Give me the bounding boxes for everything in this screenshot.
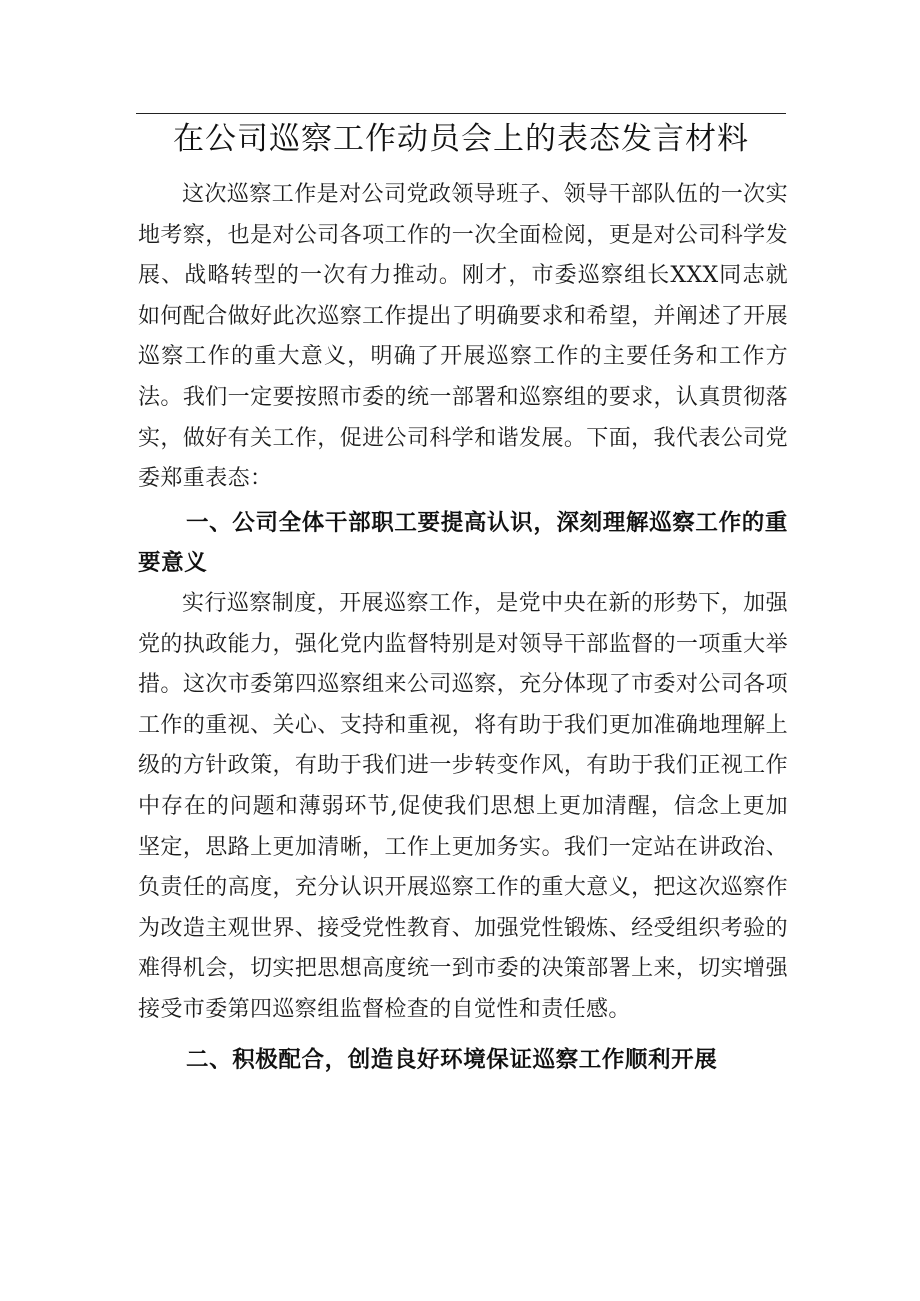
document-title: 在公司巡察工作动员会上的表态发言材料: [173, 121, 749, 157]
section-1-heading: 一、公司全体干部职工要提高认识，深刻理解巡察工作的重要意义: [138, 509, 788, 577]
section-1-paragraph: 实行巡察制度，开展巡察工作，是党中央在新的形势下，加强党的执政能力，强化党内监督特别是对领导干部监督的一项重大举措。这次市委第四巡察组来公司巡察，充分体现了市委对公司各项工作的重视、关心、支持和重视，将有助于我们更加准确地理解上级的方针政策，有助于我们进一步转变作风，有助于我们正视工作中存在的问题和薄弱环节,促使我们思想上更加清醒，信念上更加坚定，思路上更加清晰，工作上更加务实。我们一定站在讲政治、负责任的高度，充分认识开展巡察工作的重大意义，把这次巡察作为改造主观世界、接受党性教育、加强党性锻炼、经受组织考验的难得机会，切实把思想高度统一到市委的决策部署上来，切实增强接受市委第四巡察组监督检查的自觉性和责任感。: [138, 590, 788, 1022]
intro-paragraph: 这次巡察工作是对公司党政领导班子、领导干部队伍的一次实地考察，也是对公司各项工作的一次全面检阅，更是对公司科学发展、战略转型的一次有力推动。刚才，市委巡察组长XXX同志就如何配合做好此次巡察工作提出了明确要求和希望，并阐述了开展巡察工作的重大意义，明确了开展巡察工作的主要任务和工作方法。我们一定要按照市委的统一部署和巡察组的要求，认真贯彻落实，做好有关工作，促进公司科学和谐发展。下面，我代表公司党委郑重表态：: [138, 182, 788, 492]
header-rule: [136, 113, 786, 114]
document-body: [138, 175, 788, 1081]
section-2-heading: 二、积极配合，创造良好环境保证巡察工作顺利开展: [186, 1047, 718, 1074]
